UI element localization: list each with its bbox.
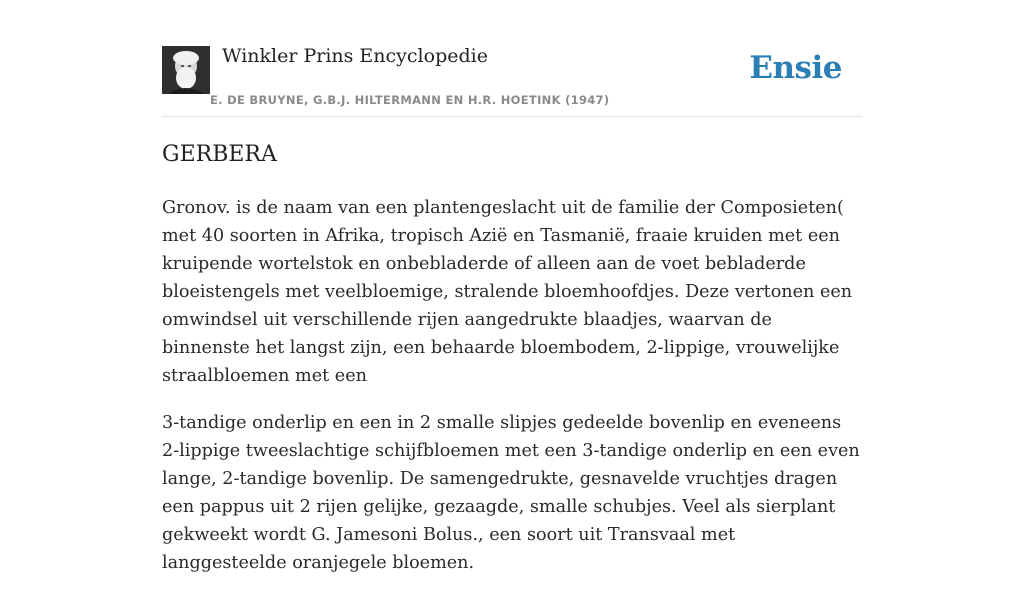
author-avatar[interactable] [162,46,210,94]
article-paragraph: 3-tandige onderlip en een in 2 smalle slipjes gedeelde bovenlip en eveneens 2-lippige tweeslachtige schijfbloemen met een 3-tandige onderlip en een even lange, 2-tandige bovenlip. De samengedrukte, gesnavelde vruchtjes dragen een pappus uit 2 rijen gelijke, gezaagde, smalle schubjes. Veel als sierplant gekweekt wordt G. Jamesoni Bolus., een soort uit Transvaal met langgesteelde oranjegele bloemen. [162,413,860,573]
article-paragraph: Gronov. is de naam van een plantengeslacht uit de familie der Composieten( met 40 soorten in Afrika, tropisch Azië en Tasmanië, fraaie kruiden met een kruipende wortelstok en onbebladerde of alleen aan de voet bebladerde bloeistengels met veelbloemige, stralende bloemhoofdjes. Deze vertonen een omwindsel uit verschillende rijen aangedrukte blaadjes, waarvan de binnenste het langst zijn, een behaarde bloembodem, 2-lippige, vrouwelijke straalbloemen met een [162,198,853,386]
article-headword: GERBERA [162,142,277,167]
article [162,140,862,596]
site-header [162,0,862,117]
authors-line: E. DE BRUYNE, G.B.J. HILTERMANN EN H.R. HOETINK (1947) [210,93,610,107]
ensie-logo[interactable]: Ensie [749,50,842,86]
publication-title[interactable]: Winkler Prins Encyclopedie [222,45,488,67]
portrait-image [162,46,210,94]
